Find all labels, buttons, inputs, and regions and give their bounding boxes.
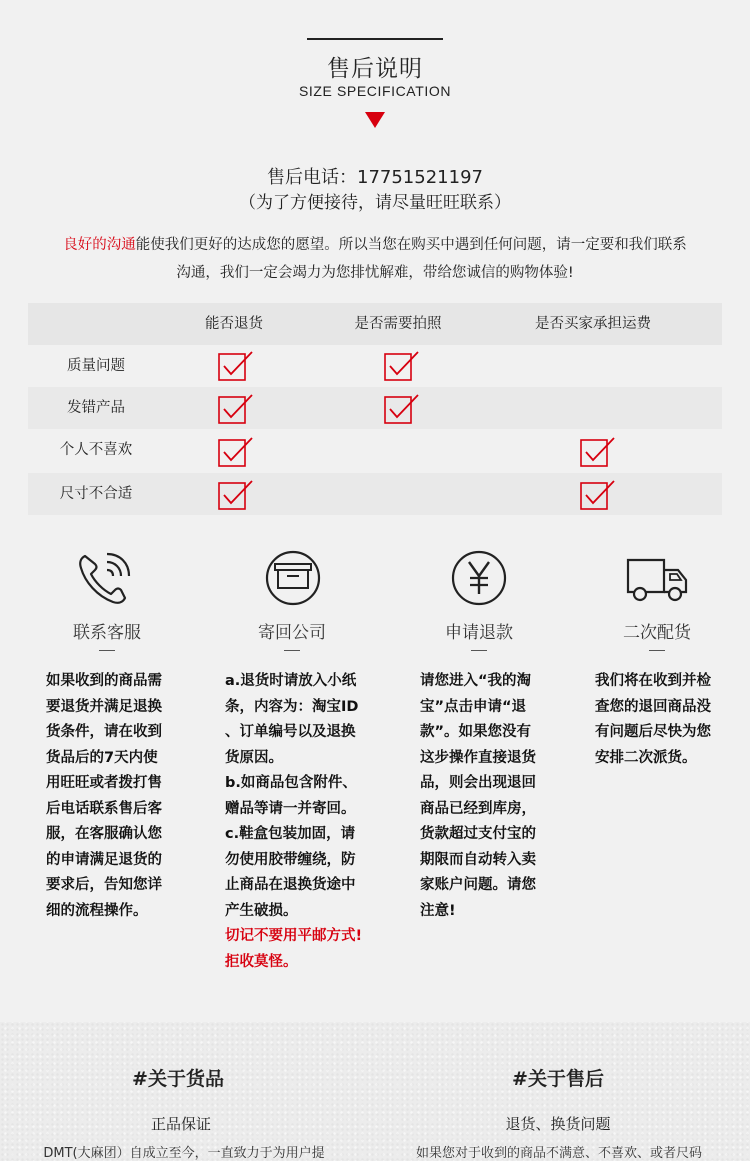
warning-text: 拒收莫怪。 <box>225 953 298 970</box>
page-title: 售后说明 <box>327 56 423 82</box>
service-text-reship: 我们将在收到并检 查您的退回商品没 有问题后尽快为您 安排二次派货。 <box>595 673 711 766</box>
divider <box>649 650 665 651</box>
checkmark-icon <box>580 479 616 515</box>
aftersale-heading: #关于售后 <box>512 1068 604 1090</box>
page-subtitle: SIZE SPECIFICATION <box>298 83 452 99</box>
service-title-contact: 联系客服 <box>73 623 141 643</box>
service-text-refund: 请您进入“我的淘 宝”点击申请“退 款”。如果您没有 这步操作直接退货 品，则会出现退回 商品已经到库房， 货款超过支付宝的 期限而自动转入卖 家账户问题。请您 注意! <box>420 673 536 919</box>
table-row <box>28 473 722 515</box>
col-header-shipping: 是否买家承担运费 <box>535 316 651 332</box>
service-phone: 售后电话：17751521197 <box>267 167 483 188</box>
checkmark-icon <box>218 350 254 386</box>
table-header <box>28 303 722 345</box>
product-subheading: 正品保证 <box>150 1115 211 1133</box>
service-title-return: 寄回公司 <box>258 623 326 643</box>
divider <box>284 650 300 651</box>
truck-icon <box>622 548 692 612</box>
header-rule <box>307 38 443 40</box>
checkmark-icon <box>218 436 254 472</box>
checkmark-icon <box>580 436 616 472</box>
product-text: DMT(大麻团）自成立至今，一直致力于为用户提 <box>43 1146 325 1161</box>
intro-paragraph <box>20 231 730 287</box>
info-band <box>0 1022 750 1161</box>
divider <box>471 650 487 651</box>
checkmark-icon <box>384 393 420 429</box>
aftersale-text: 如果您对于收到的商品不满意、不喜欢、或者尺码 <box>415 1146 702 1161</box>
table-row <box>28 387 722 429</box>
product-heading: #关于货品 <box>132 1068 224 1090</box>
service-text-return: a.退货时请放入小纸 条，内容为：淘宝ID 、订单编号以及退换 货原因。 b.如商品包含附件、 赠品等请一并寄回。 c.鞋盒包装加固，请 勿使用胶带缠绕，防 止商品在退换货途中 产生破损。 切记不要用平邮方式! 拒收莫怪。 <box>225 669 385 975</box>
service-title-refund: 申请退款 <box>445 623 513 643</box>
intro-line2: 沟通，我们一定会竭力为您排忧解难，带给您诚信的购物体验! <box>176 265 574 281</box>
service-text-contact: 如果收到的商品需 要退货并满足退换 货条件，请在收到 货品后的7天内使 用旺旺或者拨打售 后电话联系售后客 服，在客服确认您 的申请满足退货的 要求后，告知您详 细的流程操作。 <box>46 673 162 919</box>
checkmark-icon <box>384 350 420 386</box>
phone-icon <box>73 548 143 612</box>
intro-highlight: 良好的沟通 <box>63 237 136 253</box>
down-triangle-icon <box>365 112 385 128</box>
table-row <box>28 345 722 387</box>
checkmark-icon <box>218 479 254 515</box>
service-title-reship: 二次配货 <box>623 623 691 643</box>
aftersale-subheading: 退货、换货问题 <box>505 1115 611 1133</box>
row-label: 质量问题 <box>67 358 125 374</box>
row-label: 发错产品 <box>67 400 125 416</box>
warning-text: 切记不要用平邮方式! <box>225 928 363 944</box>
box-icon <box>258 548 328 612</box>
col-header-photo: 是否需要拍照 <box>354 316 442 332</box>
checkmark-icon <box>218 393 254 429</box>
table-row <box>28 429 722 471</box>
yuan-icon <box>444 548 514 612</box>
divider <box>99 650 115 651</box>
contact-note: （为了方便接待，请尽量旺旺联系） <box>239 193 511 213</box>
row-label: 尺寸不合适 <box>59 486 133 502</box>
col-header-return: 能否退货 <box>205 316 263 332</box>
intro-line1: 能使我们更好的达成您的愿望。所以当您在购买中遇到任何问题，请一定要和我们联系 <box>135 237 687 253</box>
row-label: 个人不喜欢 <box>59 442 133 458</box>
